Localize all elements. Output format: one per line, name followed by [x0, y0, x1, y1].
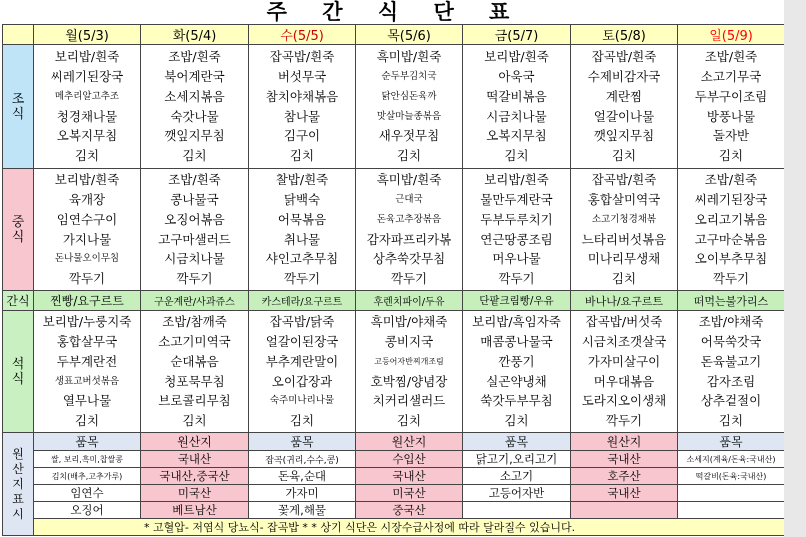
- menu-item: 조밥/흰죽: [168, 49, 221, 65]
- row-label-char: 식: [11, 229, 25, 245]
- day-header-sat: 토(5/8): [571, 25, 678, 45]
- menu-item: 보리밥/흰죽: [484, 172, 549, 188]
- menu-item: 북어계란국: [164, 69, 225, 85]
- menu-item: 방풍나물: [706, 108, 756, 124]
- menu-item: 찰밥/흰죽: [275, 172, 329, 188]
- menu-item: 김치: [74, 412, 100, 428]
- menu-item: 깻잎지무침: [593, 128, 655, 144]
- origin-row: [3, 502, 785, 519]
- dinner-fri: [463, 311, 571, 433]
- menu-item: 오이부추무침: [694, 251, 768, 267]
- menu-item: 흑미밥/흰죽: [376, 49, 442, 65]
- origin-header-item-2: 품목: [249, 433, 356, 451]
- menu-item: 두부두루치기: [480, 211, 553, 227]
- menu-item: 연근땅콩조림: [480, 231, 553, 247]
- menu-item: 어묵볶음: [277, 211, 327, 227]
- menu-item: 고등어자반찌개조림: [374, 356, 444, 366]
- menu-item: 느타리버섯볶음: [581, 231, 667, 247]
- menu-item: 오복지무침: [486, 128, 547, 144]
- menu-item: 호박찜/양념장: [370, 373, 448, 389]
- menu-item: 김치: [396, 412, 422, 428]
- menu-item: 어묵쑥갓국: [700, 334, 762, 350]
- origin-item: 가자미: [249, 485, 356, 502]
- menu-item: 깍두기: [283, 270, 321, 286]
- origin-country: 미국산: [356, 485, 463, 502]
- menu-item: 오징어볶음: [164, 211, 225, 227]
- origin-item: 김치(배추,고추가루): [34, 468, 141, 485]
- menu-item: 상추겉절이: [700, 393, 762, 409]
- breakfast-sun: [678, 45, 785, 169]
- menu-item: 닭안심돈육까: [381, 90, 437, 102]
- menu-item: 김치: [718, 412, 744, 428]
- row-label-char: 석: [11, 356, 25, 372]
- origin-country: 국내산: [571, 451, 678, 468]
- menu-item: 흑미밥/흰죽: [376, 172, 442, 188]
- row-label-char: 중: [11, 214, 25, 230]
- menu-item: 오복지무침: [56, 128, 118, 144]
- menu-item: 청경채나물: [56, 108, 118, 124]
- menu-item: 조밥/흰죽: [704, 172, 758, 188]
- menu-item: 김치: [504, 147, 529, 163]
- menu-item: 닭백숙: [283, 192, 321, 208]
- menu-item: 감자조림: [706, 373, 756, 389]
- breakfast-mon: [34, 45, 141, 169]
- menu-item: 씨레기된장국: [50, 69, 124, 85]
- menu-item: 조밥/흰죽: [704, 49, 758, 65]
- corner-cell: [3, 25, 34, 45]
- menu-item: 김치: [182, 147, 207, 163]
- menu-item: 숙갓나물: [170, 108, 219, 124]
- menu-item: 보리밥/누룽지죽: [42, 314, 132, 330]
- spreadsheet-margin: [784, 0, 806, 537]
- breakfast-tue: [141, 45, 249, 169]
- breakfast-label: [3, 45, 34, 169]
- menu-item: 감자파프리카볶: [366, 231, 452, 247]
- menu-item: 깍두기: [605, 412, 643, 428]
- menu-item: 김치: [289, 412, 315, 428]
- menu-item: 상추쑥갓무침: [372, 251, 446, 267]
- lunch-sun: [678, 169, 785, 291]
- menu-item: 시금치조갯살국: [581, 334, 667, 350]
- menu-item: 보리밥/흰죽: [484, 49, 549, 65]
- origin-header-item-4: 품목: [678, 433, 785, 451]
- origin-header-item-3: 품목: [463, 433, 571, 451]
- menu-item: 버섯무국: [277, 69, 327, 85]
- menu-item: 조밥/참깨죽: [162, 314, 227, 330]
- origin-label: [3, 433, 34, 536]
- origin-country: [571, 502, 678, 519]
- menu-item: 소고기미역국: [158, 334, 231, 350]
- menu-item: 순대볶음: [170, 353, 219, 369]
- lunch-fri: [463, 169, 571, 291]
- row-label-char: 조: [11, 91, 25, 107]
- breakfast-fri: [463, 45, 571, 169]
- lunch-label: [3, 169, 34, 291]
- menu-item: 보리밥/흑임자죽: [472, 314, 561, 330]
- menu-item: 가자미살구이: [587, 353, 661, 369]
- origin-item: 소세지(계육/돈육:국내산): [678, 451, 785, 468]
- lunch-tue: [141, 169, 249, 291]
- menu-item: 임연수구이: [56, 211, 118, 227]
- day-header-thu: 목(5/6): [356, 25, 463, 45]
- origin-row: [3, 451, 785, 468]
- origin-country: 국내산: [356, 468, 463, 485]
- dinner-thu: [356, 311, 463, 433]
- origin-country: 중국산: [356, 502, 463, 519]
- menu-item: 취나물: [283, 231, 321, 247]
- menu-item: 새우젓무침: [378, 128, 440, 144]
- breakfast-sat: [571, 45, 678, 169]
- menu-item: 열무나물: [62, 393, 112, 409]
- menu-item: 참나물: [283, 108, 321, 124]
- menu-item: 흑미밥/야채죽: [370, 314, 448, 330]
- menu-item: 오리고기볶음: [694, 211, 768, 227]
- menu-item: 김치: [396, 147, 422, 163]
- menu-item: 깍두기: [712, 270, 750, 286]
- origin-country: 베트남산: [141, 502, 249, 519]
- origin-country: 국내산,중국산: [141, 468, 249, 485]
- row-label-char: 식: [11, 106, 25, 122]
- menu-item: 가지나물: [62, 231, 112, 247]
- menu-item: 돈나물오이무침: [54, 253, 120, 265]
- menu-item: 샤인고추무침: [265, 251, 339, 267]
- menu-item: 씨레기된장국: [694, 192, 768, 208]
- row-label-char: 산: [12, 461, 24, 476]
- menu-item: 오이갑장과: [271, 373, 333, 389]
- origin-header-item-1: 품목: [34, 433, 141, 451]
- menu-item: 쑥갓두부무침: [480, 393, 553, 409]
- day-header-tue: 화(5/4): [141, 25, 249, 45]
- note-row: [3, 519, 785, 536]
- origin-row: [3, 468, 785, 485]
- day-header-sun: 일(5/9): [678, 25, 785, 45]
- row-label-char: 식: [11, 371, 25, 387]
- menu-item: 김치: [718, 147, 744, 163]
- menu-item: 미나리무생채: [587, 251, 661, 267]
- row-label-char: 표: [12, 491, 24, 506]
- menu-item: 돈육고추장볶음: [376, 213, 442, 225]
- dinner-wed: [249, 311, 356, 433]
- menu-item: 고구마순볶음: [694, 231, 768, 247]
- origin-item: 임연수: [34, 485, 141, 502]
- menu-item: 머우나물: [492, 251, 541, 267]
- origin-header-origin-3: 원산지: [571, 433, 678, 451]
- menu-item: 김치: [504, 412, 529, 428]
- menu-item: 치커리샐러드: [372, 393, 446, 409]
- breakfast-row: [3, 45, 785, 169]
- origin-item: 닭고기,오리고기: [463, 451, 571, 468]
- origin-country: 수입산: [356, 451, 463, 468]
- day-header-row: [3, 25, 785, 45]
- origin-row: [3, 485, 785, 502]
- menu-item: 소세지볶음: [164, 88, 225, 104]
- menu-item: 콩나물국: [170, 192, 219, 208]
- origin-item: [678, 502, 785, 519]
- origin-item: [678, 485, 785, 502]
- origin-item: 고등어자반: [463, 485, 571, 502]
- menu-item: 도라지오이생채: [581, 393, 667, 409]
- origin-item: 돈육,순대: [249, 468, 356, 485]
- row-label-char: 지: [12, 476, 24, 491]
- row-label-char: 원: [12, 446, 24, 461]
- row-label-char: 시: [12, 506, 24, 521]
- menu-item: 잡곡밥/버섯죽: [585, 314, 663, 330]
- menu-item: 생표고버섯볶음: [54, 375, 120, 387]
- menu-item: 김치: [611, 270, 637, 286]
- dinner-tue: [141, 311, 249, 433]
- menu-item: 시금치나물: [164, 251, 225, 267]
- menu-item: 소고기청경채볶: [591, 213, 657, 225]
- dinner-row: [3, 311, 785, 433]
- menu-item: 매콤콩나물국: [480, 334, 553, 350]
- menu-item: 실곤약냉채: [486, 373, 547, 389]
- dinner-sun: [678, 311, 785, 433]
- menu-item: 깍두기: [498, 270, 535, 286]
- menu-item: 깍두기: [68, 270, 106, 286]
- menu-item: 깐풍기: [498, 353, 535, 369]
- page-title: 주 간 식 단 표: [266, 0, 524, 24]
- menu-item: 깍두기: [390, 270, 428, 286]
- lunch-sat: [571, 169, 678, 291]
- menu-item: 맛살마늘종볶음: [376, 110, 442, 122]
- origin-country: 국내산: [571, 485, 678, 502]
- menu-item: 머우대볶음: [593, 373, 655, 389]
- menu-item: 순두부김치국: [381, 71, 437, 83]
- menu-item: 깻잎지무침: [164, 128, 225, 144]
- menu-item: 아욱국: [498, 69, 535, 85]
- snack-row: [3, 291, 785, 311]
- menu-item: 떡갈비볶음: [486, 88, 547, 104]
- origin-item: 떡갈비(돈육:국내산): [678, 468, 785, 485]
- menu-item: 소고기무국: [700, 69, 762, 85]
- menu-item: 김치: [289, 147, 315, 163]
- snack-thu: 후렌치파이/두유: [356, 291, 463, 311]
- menu-item: 숙주미나리나물: [269, 395, 335, 407]
- snack-wed: 카스테라/요구르트: [249, 291, 356, 311]
- menu-item: 보리밥/흰죽: [54, 172, 120, 188]
- menu-item: 물만두계란국: [480, 192, 553, 208]
- menu-item: 근대국: [395, 194, 423, 206]
- menu-item: 홍합살미역국: [587, 192, 661, 208]
- menu-item: 두부계란전: [56, 353, 118, 369]
- menu-item: 얼갈이된장국: [265, 334, 339, 350]
- menu-item: 김치: [611, 147, 637, 163]
- menu-item: 계란찜: [605, 88, 643, 104]
- origin-country: 미국산: [141, 485, 249, 502]
- weekly-menu-table: [2, 24, 785, 536]
- menu-item: 잡곡밥/흰죽: [591, 49, 657, 65]
- snack-label: 간식: [3, 291, 34, 311]
- snack-sat: 바나나/요구르트: [571, 291, 678, 311]
- snack-tue: 구운계란/사과쥬스: [141, 291, 249, 311]
- origin-header-origin-1: 원산지: [141, 433, 249, 451]
- origin-item: 소고기: [463, 468, 571, 485]
- origin-header-origin-2: 원산지: [356, 433, 463, 451]
- origin-item: 쌀, 보리,흑미,찹쌀콩: [34, 451, 141, 468]
- menu-item: 잡곡밥/흰죽: [591, 172, 657, 188]
- origin-country: 국내산: [141, 451, 249, 468]
- menu-item: 보리밥/흰죽: [54, 49, 120, 65]
- menu-item: 두부구이조림: [694, 88, 768, 104]
- lunch-thu: [356, 169, 463, 291]
- snack-sun: 떠먹는불가리스: [678, 291, 785, 311]
- day-header-fri: 금(5/7): [463, 25, 571, 45]
- dinner-sat: [571, 311, 678, 433]
- lunch-mon: [34, 169, 141, 291]
- menu-item: 시금치나물: [486, 108, 547, 124]
- menu-item: 브로콜리무침: [158, 393, 231, 409]
- menu-item: 김치: [74, 147, 100, 163]
- origin-item: 꽃게,해물: [249, 502, 356, 519]
- snack-fri: 단팥크림빵/우유: [463, 291, 571, 311]
- menu-item: 김치: [182, 412, 207, 428]
- menu-item: 콩비지국: [384, 334, 434, 350]
- origin-country: 호주산: [571, 468, 678, 485]
- day-header-wed: 수(5/5): [249, 25, 356, 45]
- menu-item: 홍합살무국: [56, 334, 118, 350]
- menu-item: 육개장: [68, 192, 106, 208]
- footnote: * 고혈압- 저염식 당뇨식- 잡곡밥 * * 상기 식단은 시장수급사정에 따라 달라질수 있습니다.: [34, 519, 785, 536]
- menu-item: 고구마샐러드: [158, 231, 231, 247]
- menu-item: 잡곡밥/흰죽: [269, 49, 335, 65]
- origin-item: 잡곡(귀리,수수,콩): [249, 451, 356, 468]
- menu-item: 부추계란말이: [265, 353, 339, 369]
- dinner-label: [3, 311, 34, 433]
- menu-item: 청포묵무침: [164, 373, 225, 389]
- lunch-row: [3, 169, 785, 291]
- dinner-mon: [34, 311, 141, 433]
- menu-item: 조밥/야채죽: [698, 314, 764, 330]
- menu-item: 깍두기: [176, 270, 213, 286]
- origin-item: [463, 502, 571, 519]
- menu-item: 참치야채볶음: [265, 88, 339, 104]
- menu-item: 김구이: [283, 128, 321, 144]
- origin-header-row: [3, 433, 785, 451]
- day-header-mon: 월(5/3): [34, 25, 141, 45]
- menu-item: 얼갈이나물: [593, 108, 655, 124]
- menu-item: 메추리알고추조: [54, 90, 120, 102]
- menu-item: 돈육불고기: [700, 353, 762, 369]
- menu-item: 잡곡밥/닭죽: [269, 314, 335, 330]
- menu-item: 조밥/흰죽: [168, 172, 221, 188]
- origin-item: 오징어: [34, 502, 141, 519]
- snack-mon: 찐빵/요구르트: [34, 291, 141, 311]
- breakfast-wed: [249, 45, 356, 169]
- lunch-wed: [249, 169, 356, 291]
- menu-item: 수제비감자국: [587, 69, 661, 85]
- breakfast-thu: [356, 45, 463, 169]
- menu-item: 돌자반: [712, 128, 750, 144]
